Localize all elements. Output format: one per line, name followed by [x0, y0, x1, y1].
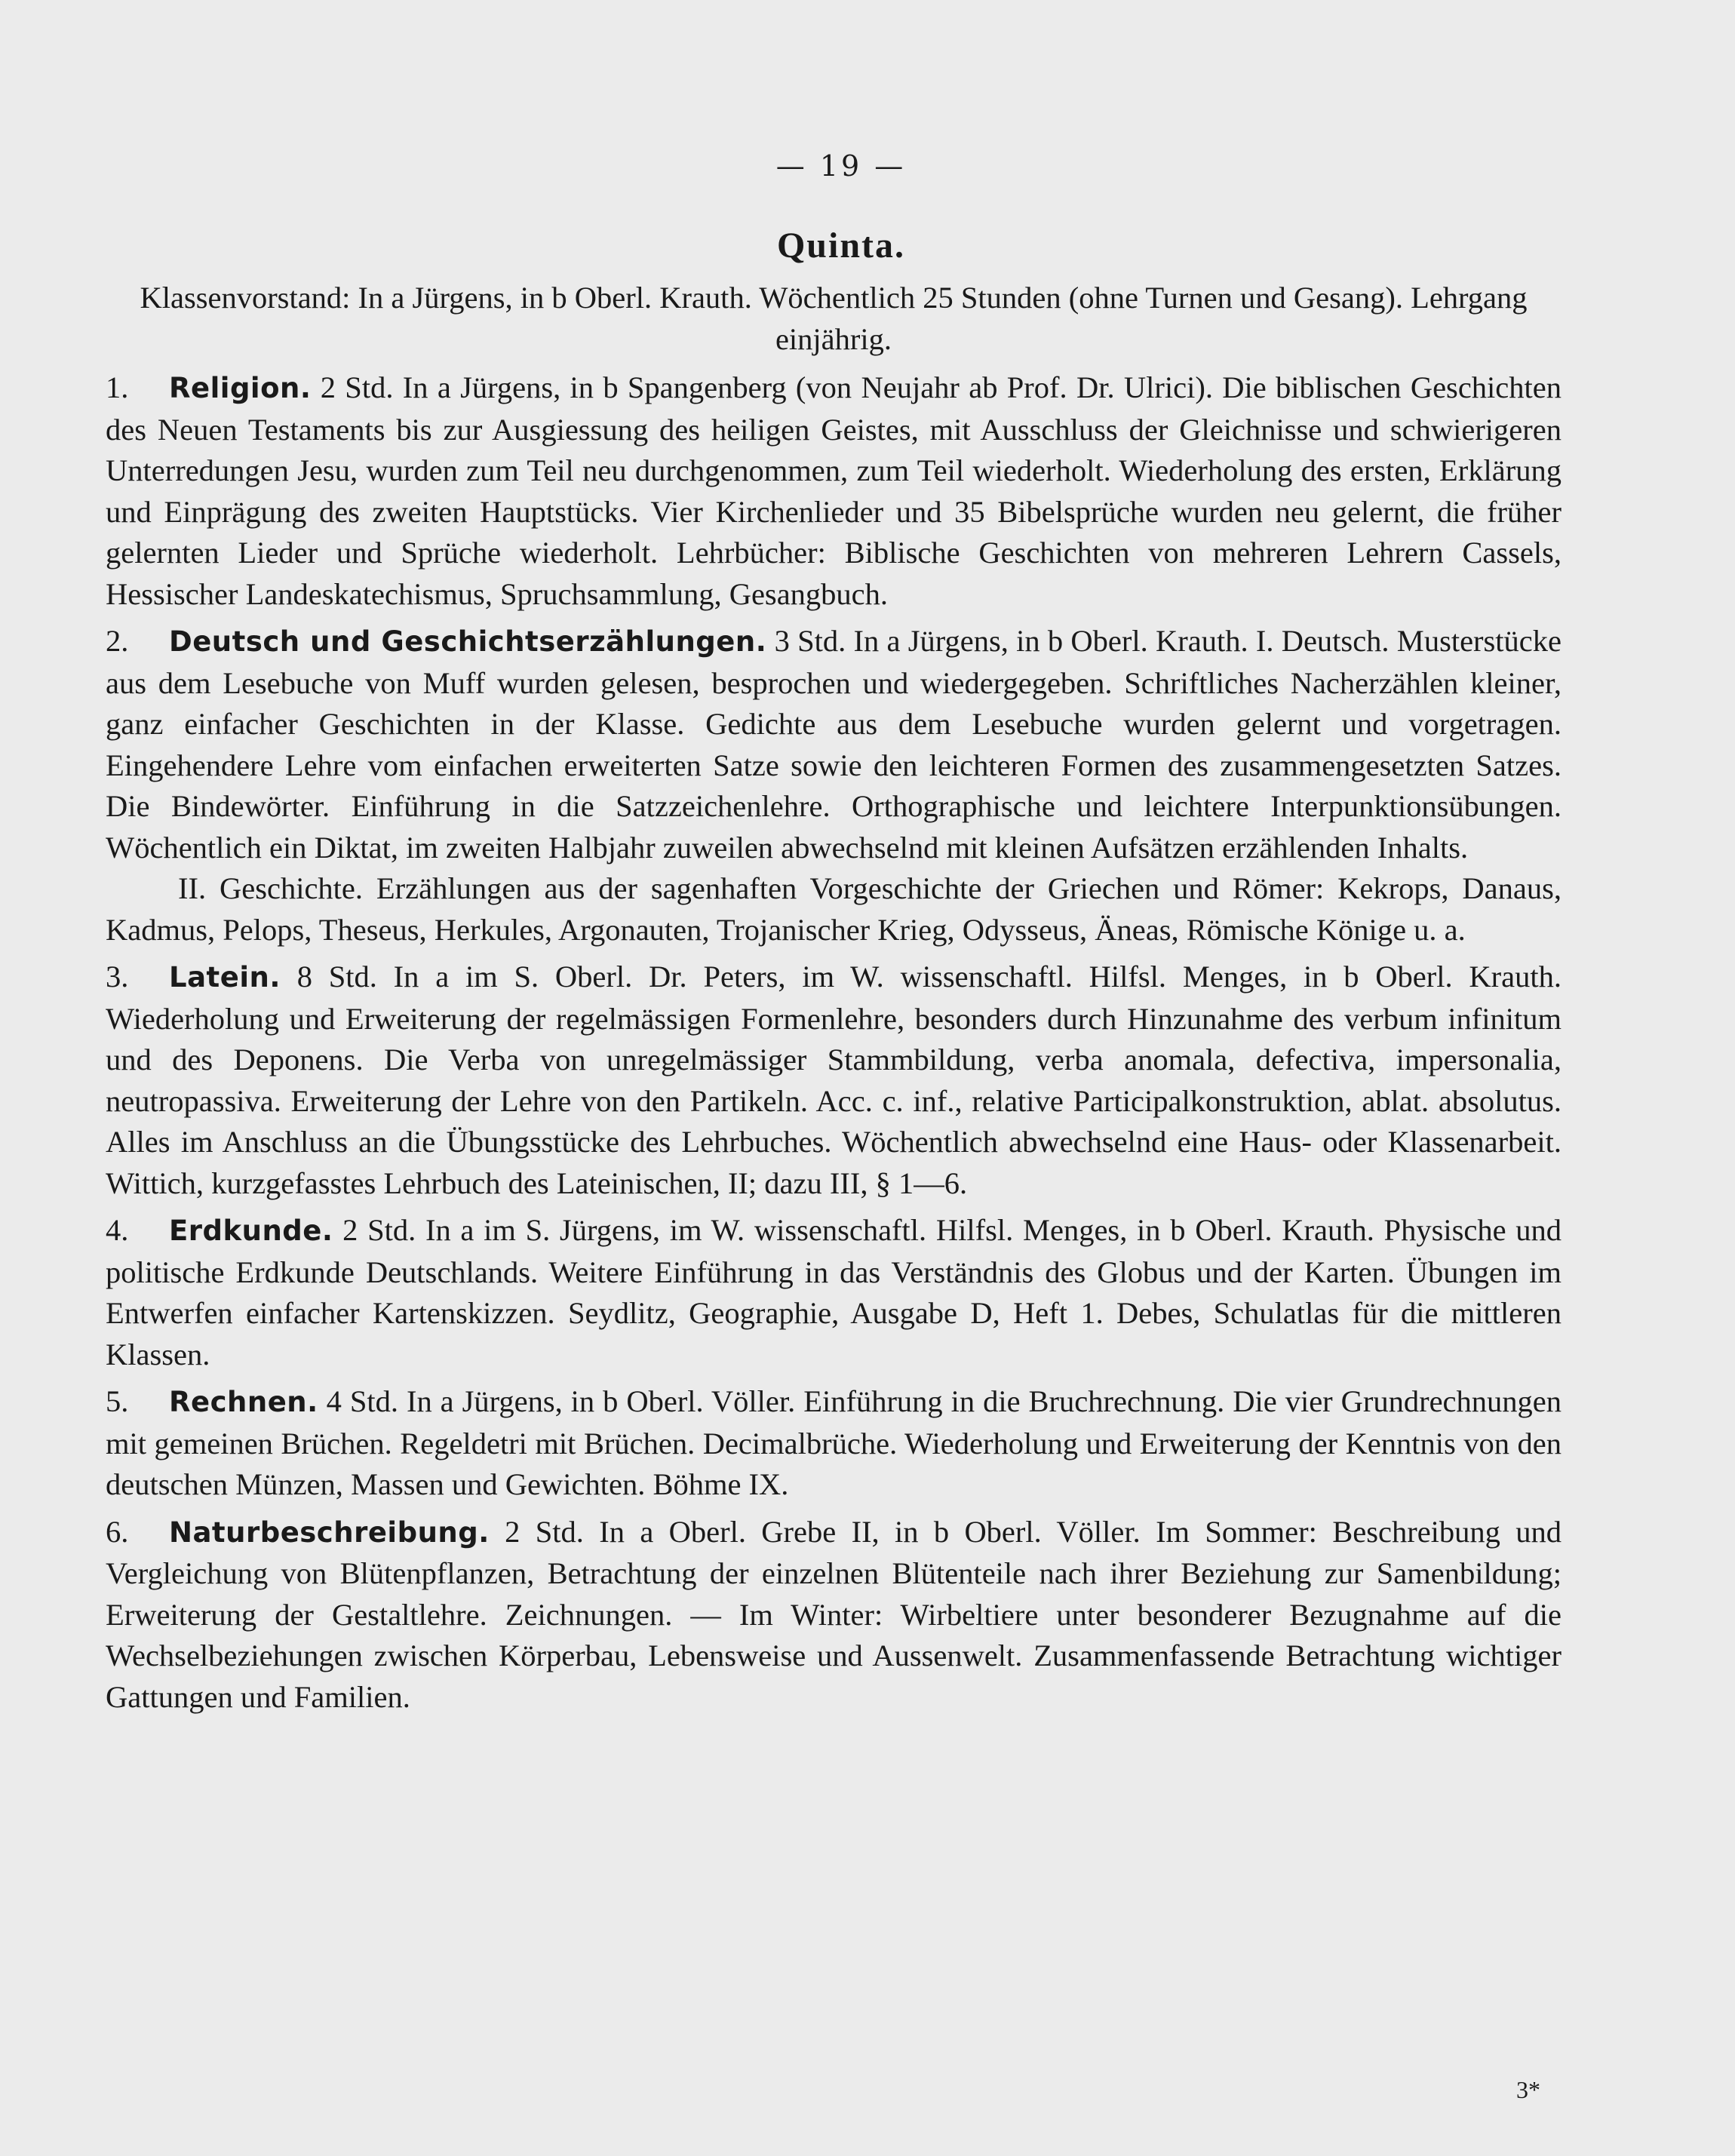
signature-mark: 3*: [1516, 2076, 1540, 2103]
subject-subparagraph: II. Geschichte. Erzählungen aus der sagenhaften Vorgeschichte der Griechen und Römer: Kekrops, Danaus, Kadmus, Pelops, Theseus, Herkules, Argonauten, Trojanischer Krieg, Odysseus, Äneas, Römische Könige u. a.: [106, 871, 1562, 947]
page-number: — 19 —: [775, 149, 907, 183]
section-heading: Quinta.: [776, 226, 906, 266]
subject-text: 4 Std. In a Jürgens, in b Oberl. Völler. Einführung in die Bruchrechnung. Die vier Grundrechnungen mit gemeinen Brüchen. Regeldetri mit Brüchen. Decimalbrüche. Wiederholung und Erweiterung der Kenntnis von den deutschen Münzen, Massen und Gewichten. Böhme IX.: [106, 1384, 1562, 1501]
subject-title: Naturbeschreibung.: [169, 1516, 490, 1549]
subject-deutsch: [106, 621, 1562, 951]
subject-text: 2 Std. In a Jürgens, in b Spangenberg (von Neujahr ab Prof. Dr. Ulrici). Die biblischen Geschichten des Neuen Testaments bis zur Ausgiessung des heiligen Geistes, mit Ausschluss der Gleichnisse und schwierigeren Unterredungen Jesu, wurden zum Teil neu durchgenommen, zum Teil wiederholt. Wiederholung des ersten, Erklärung und Einprägung des zweiten Hauptstücks. Vier Kirchenlieder und 35 Bibelsprüche wurden neu gelernt, die früher gelernten Lieder und Sprüche wiederholt. Lehrbücher: Biblische Geschichten von mehreren Lehrern Cassels, Hessischer Landeskatechismus, Spruchsammlung, Gesangbuch.: [106, 370, 1562, 611]
subject-title: Deutsch und Geschichtserzählungen.: [169, 625, 767, 658]
subject-rechnen: [106, 1381, 1562, 1506]
subject-erdkunde: [106, 1210, 1562, 1375]
item-number: 1.: [106, 370, 129, 404]
item-number: 3.: [106, 960, 129, 994]
subject-latein: [106, 957, 1562, 1204]
subject-title: Rechnen.: [169, 1386, 318, 1418]
subject-text: 3 Std. In a Jürgens, in b Oberl. Krauth. I. Deutsch. Musterstücke aus dem Lesebuche von Muff wurden gelesen, besprochen und wiedergegeben. Schriftliches Nacherzählen kleiner, ganz einfacher Geschichten in der Klasse. Gedichte aus dem Lesebuche wurden gelernt und vorgetragen. Eingehendere Lehre vom einfachen erweiterten Satze sowie den leichteren Formen des zusammengesetzten Satzes. Die Bindewörter. Einführung in die Satzzeichenlehre. Orthographische und leichtere Interpunktionsübungen. Wöchentlich ein Diktat, im zweiten Halbjahr zuweilen abwechselnd mit kleinen Aufsätzen erzählenden Inhalts.: [106, 624, 1562, 865]
item-number: 5.: [106, 1384, 129, 1418]
document-body: [106, 278, 1562, 1724]
item-number: 6.: [106, 1514, 129, 1549]
subject-religion: [106, 367, 1562, 615]
subject-naturbeschreibung: [106, 1512, 1562, 1718]
item-number: 2.: [106, 624, 129, 658]
subject-text: 2 Std. In a Oberl. Grebe II, in b Oberl. Völler. Im Sommer: Beschreibung und Vergleichung von Blütenpflanzen, Betrachtung der einzelnen Blütenteile nach ihrer Beziehung zur Samenbildung; Erweiterung der Gestaltlehre. Zeichnungen. — Im Winter: Wirbeltiere unter besonderer Bezugnahme auf die Wechselbeziehungen zwischen Körperbau, Lebensweise und Aussenwelt. Zusammenfassende Betrachtung wichtiger Gattungen und Familien.: [106, 1514, 1562, 1714]
subject-text: 8 Std. In a im S. Oberl. Dr. Peters, im W. wissenschaftl. Hilfsl. Menges, in b Oberl. Krauth. Wiederholung und Erweiterung der regelmässigen Formenlehre, besonders durch Hinzunahme des verbum infinitum und des Deponens. Die Verba von unregelmässiger Stammbildung, verba anomala, defectiva, impersonalia, neutropassiva. Erweiterung der Lehre von den Partikeln. Acc. c. inf., relative Participalkonstruktion, ablat. absolutus. Alles im Anschluss an die Übungsstücke des Lehrbuches. Wöchentlich abwechselnd eine Haus- oder Klassenarbeit. Wittich, kurzgefasstes Lehrbuch des Lateinischen, II; dazu III, § 1—6.: [106, 960, 1562, 1200]
item-number: 4.: [106, 1213, 129, 1247]
subject-title: Erdkunde.: [169, 1215, 333, 1247]
class-teacher-line: Klassenvorstand: In a Jürgens, in b Oberl. Krauth. Wöchentlich 25 Stunden (ohne Turnen und Gesang). Lehrgang einjährig.: [140, 281, 1528, 356]
subject-text: 2 Std. In a im S. Jürgens, im W. wissenschaftl. Hilfsl. Menges, in b Oberl. Krauth. Physische und politische Erdkunde Deutschlands. Weitere Einführung in das Verständnis des Globus und der Karten. Übungen im Entwerfen einfacher Kartenskizzen. Seydlitz, Geographie, Ausgabe D, Heft 1. Debes, Schulatlas für die mittleren Klassen.: [106, 1213, 1562, 1371]
subject-title: Religion.: [169, 372, 312, 404]
subject-title: Latein.: [169, 961, 281, 994]
